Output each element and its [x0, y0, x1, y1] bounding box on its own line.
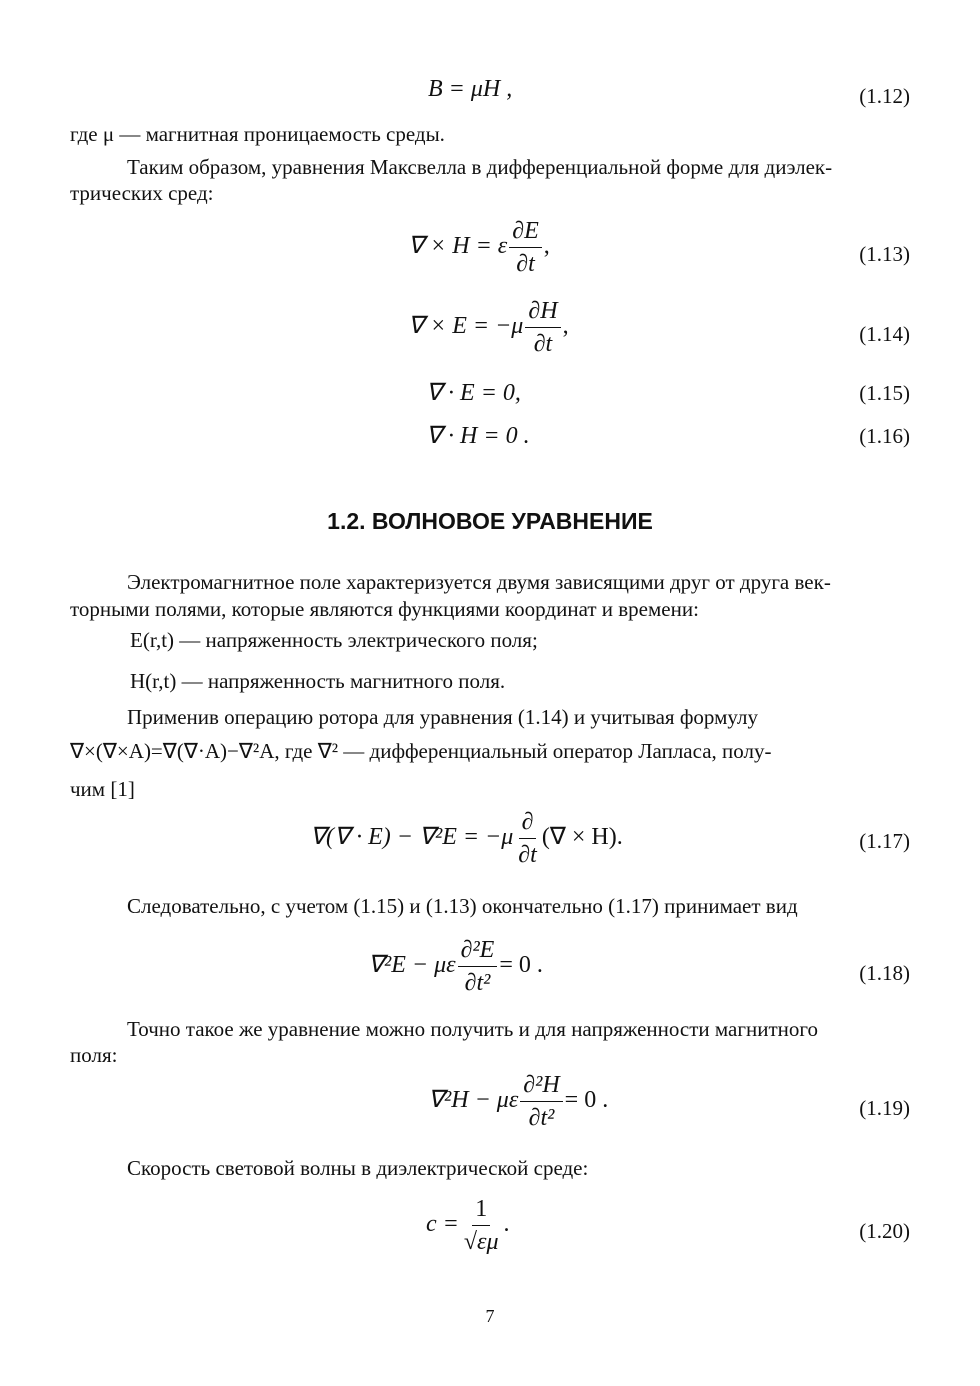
paragraph-5-line-2: поля: — [70, 1043, 118, 1067]
paragraph-3-line-2: ∇×(∇×A)=∇(∇·A)−∇²A, где ∇² — дифференциальный оператор Лапласа, полу- — [70, 739, 772, 763]
fraction-denominator: ∂t² — [464, 970, 491, 996]
equation-1-17 — [310, 808, 623, 869]
equation-1-19-lhs: ∇²H − με — [428, 1087, 519, 1114]
equation-1-13 — [408, 217, 550, 278]
fraction-numerator: ∂²E — [458, 936, 498, 967]
equation-number-1-12: (1.12) — [859, 84, 910, 108]
equation-1-15-formula: ∇ · E = 0, — [426, 380, 521, 406]
mu-definition: где μ — магнитная проницаемость среды. — [70, 122, 445, 146]
equation-1-20-tail: . — [503, 1211, 510, 1238]
paragraph-3-line-3: чим [1] — [70, 777, 135, 801]
fraction-denominator: ∂t — [518, 842, 537, 868]
equation-1-12 — [428, 76, 512, 103]
equation-number-1-18: (1.18) — [859, 961, 910, 985]
paragraph-2-line-1: Электромагнитное поле характеризуется двумя зависящими друг от друга век- — [127, 570, 831, 594]
equation-1-19-tail: = 0 . — [564, 1087, 609, 1114]
fraction-numerator: ∂H — [525, 297, 560, 328]
section-heading: 1.2. ВОЛНОВОЕ УРАВНЕНИЕ — [327, 508, 653, 534]
equation-number-1-19: (1.19) — [859, 1096, 910, 1120]
equation-1-14-tail: , — [562, 313, 569, 340]
equation-number-1-13: (1.13) — [859, 242, 910, 266]
equation-number-1-20: (1.20) — [859, 1219, 910, 1243]
equation-1-13-fraction — [509, 217, 542, 278]
equation-1-17-tail: (∇ × H). — [541, 824, 623, 851]
equation-number-1-14: (1.14) — [859, 322, 910, 346]
paragraph-4: Следовательно, с учетом (1.15) и (1.13) окончательно (1.17) принимает вид — [127, 894, 798, 918]
equation-1-19 — [428, 1071, 608, 1132]
equation-1-13-lhs: ∇ × H = ε — [408, 233, 508, 260]
equation-1-20-lhs: c = — [426, 1211, 459, 1238]
paragraph-1-line-1: Таким образом, уравнения Максвелла в дифференциальной форме для диэлек- — [127, 155, 833, 179]
equation-1-17-lhs: ∇(∇ · E) − ∇²E = −μ — [310, 824, 514, 851]
equation-1-16-formula: ∇ · H = 0 . — [426, 423, 530, 449]
equation-1-18 — [368, 936, 543, 997]
equation-1-18-tail: = 0 . — [499, 952, 543, 979]
paragraph-5-line-1: Точно такое же уравнение можно получить и для напряженности магнитного — [127, 1017, 818, 1041]
paragraph-3-line-1: Применив операцию ротора для уравнения (1.14) и учитывая формулу — [127, 705, 758, 729]
equation-1-19-fraction — [520, 1071, 562, 1132]
equation-number-1-15: (1.15) — [859, 381, 910, 405]
equation-1-14 — [408, 297, 569, 358]
paragraph-1-line-2: трических сред: — [70, 181, 214, 205]
equation-number-1-16: (1.16) — [859, 424, 910, 448]
fraction-denominator: ∂t² — [528, 1105, 555, 1131]
equation-1-18-lhs: ∇²E − με — [368, 952, 456, 979]
equation-number-1-17: (1.17) — [859, 829, 910, 853]
equation-1-14-lhs: ∇ × E = −μ — [408, 313, 524, 340]
equation-1-15 — [426, 378, 521, 407]
fraction-numerator: ∂²H — [520, 1071, 562, 1102]
fraction-numerator: ∂ — [519, 808, 537, 839]
equation-1-13-tail: , — [543, 233, 550, 260]
field-item-electric: E(r,t) — напряженность электрического поля; — [130, 628, 538, 652]
equation-1-14-fraction — [525, 297, 560, 358]
paragraph-2-line-2: торными полями, которые являются функциями координат и времени: — [70, 597, 699, 621]
equation-1-20-fraction — [461, 1195, 502, 1256]
fraction-numerator: ∂E — [509, 217, 542, 248]
equation-1-16 — [426, 421, 530, 450]
equation-1-20 — [426, 1195, 510, 1256]
fraction-denominator: ∂t — [516, 251, 535, 277]
fraction-denominator: √εμ — [463, 1229, 499, 1255]
equation-1-12-formula: B = μH , — [428, 76, 513, 102]
paragraph-6: Скорость световой волны в диэлектрической среде: — [127, 1156, 589, 1180]
field-item-magnetic: H(r,t) — напряженность магнитного поля. — [130, 669, 506, 693]
equation-1-17-fraction — [515, 808, 540, 869]
fraction-numerator: 1 — [472, 1195, 490, 1226]
fraction-denominator: ∂t — [533, 331, 553, 357]
equation-1-18-fraction — [458, 936, 498, 997]
page-number: 7 — [485, 1306, 495, 1326]
